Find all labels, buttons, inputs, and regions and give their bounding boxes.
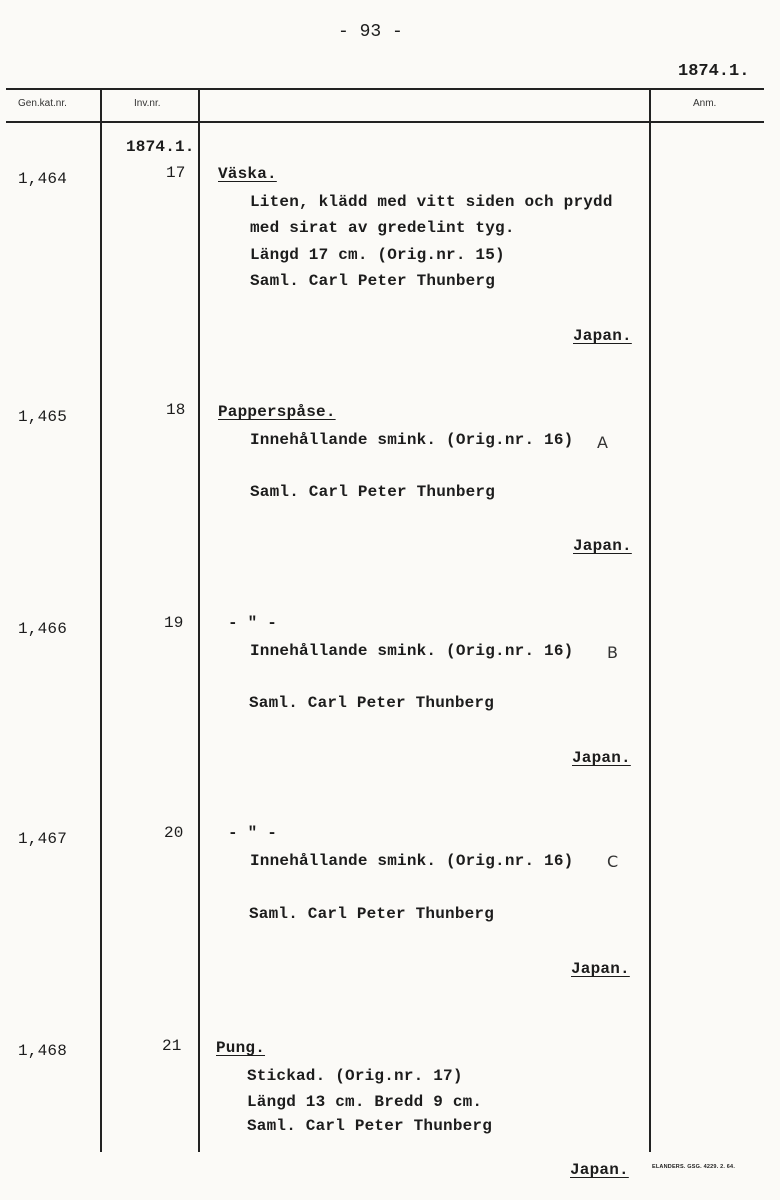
inv-number: 20 bbox=[164, 824, 184, 842]
entry-line: Längd 13 cm. Bredd 9 cm. bbox=[247, 1093, 483, 1111]
entry-line: Innehållande smink. (Orig.nr. 16) bbox=[250, 431, 574, 449]
entry-line: Saml. Carl Peter Thunberg bbox=[249, 694, 495, 712]
origin-label: Japan. bbox=[570, 1161, 629, 1179]
entry-line: Stickad. (Orig.nr. 17) bbox=[247, 1067, 463, 1085]
page-number: - 93 - bbox=[338, 22, 403, 42]
column-divider-desc-anm bbox=[649, 89, 651, 1152]
column-header-gen-kat-nr: Gen.kat.nr. bbox=[18, 98, 67, 109]
column-divider-inv-desc bbox=[198, 89, 200, 1152]
entry-line: Längd 17 cm. (Orig.nr. 15) bbox=[250, 246, 505, 264]
handwritten-mark: A bbox=[597, 433, 608, 452]
origin-label: Japan. bbox=[573, 537, 632, 555]
handwritten-mark: B bbox=[607, 643, 618, 662]
inv-number: 18 bbox=[166, 401, 186, 419]
entry-line: Innehållande smink. (Orig.nr. 16) bbox=[250, 852, 574, 870]
entry-line: Saml. Carl Peter Thunberg bbox=[250, 272, 496, 290]
inv-number: 21 bbox=[162, 1037, 182, 1055]
gen-kat-number: 1,465 bbox=[18, 408, 68, 426]
gen-kat-number: 1,468 bbox=[18, 1042, 68, 1060]
entry-line: Saml. Carl Peter Thunberg bbox=[247, 1117, 493, 1135]
entry-title-ditto: - " - bbox=[228, 824, 278, 842]
column-divider-gen-inv bbox=[100, 89, 102, 1152]
year-header: 1874.1. bbox=[678, 62, 750, 81]
gen-kat-number: 1,464 bbox=[18, 170, 68, 188]
inv-number: 19 bbox=[164, 614, 184, 632]
column-header-inv-nr: Inv.nr. bbox=[134, 98, 161, 109]
printer-imprint: ELANDERS. GSG. 4229. 2. 64. bbox=[652, 1164, 736, 1170]
origin-label: Japan. bbox=[572, 749, 631, 767]
origin-label: Japan. bbox=[573, 327, 632, 345]
handwritten-mark: C bbox=[607, 852, 619, 871]
entry-title: Papperspåse. bbox=[218, 403, 336, 421]
gen-kat-number: 1,466 bbox=[18, 620, 68, 638]
inv-number: 17 bbox=[166, 164, 186, 182]
entry-title-ditto: - " - bbox=[228, 614, 278, 632]
entry-line: Liten, klädd med vitt siden och prydd bbox=[250, 193, 613, 211]
origin-label: Japan. bbox=[571, 960, 630, 978]
entry-line: med sirat av gredelint tyg. bbox=[250, 219, 515, 237]
entry-line: Saml. Carl Peter Thunberg bbox=[249, 905, 495, 923]
gen-kat-number: 1,467 bbox=[18, 830, 68, 848]
column-header-anm: Anm. bbox=[693, 98, 717, 109]
entry-title: Väska. bbox=[218, 165, 277, 183]
inv-series-label: 1874.1. bbox=[126, 138, 195, 156]
entry-title: Pung. bbox=[216, 1039, 266, 1057]
entry-line: Innehållande smink. (Orig.nr. 16) bbox=[250, 642, 574, 660]
entry-line: Saml. Carl Peter Thunberg bbox=[250, 483, 496, 501]
